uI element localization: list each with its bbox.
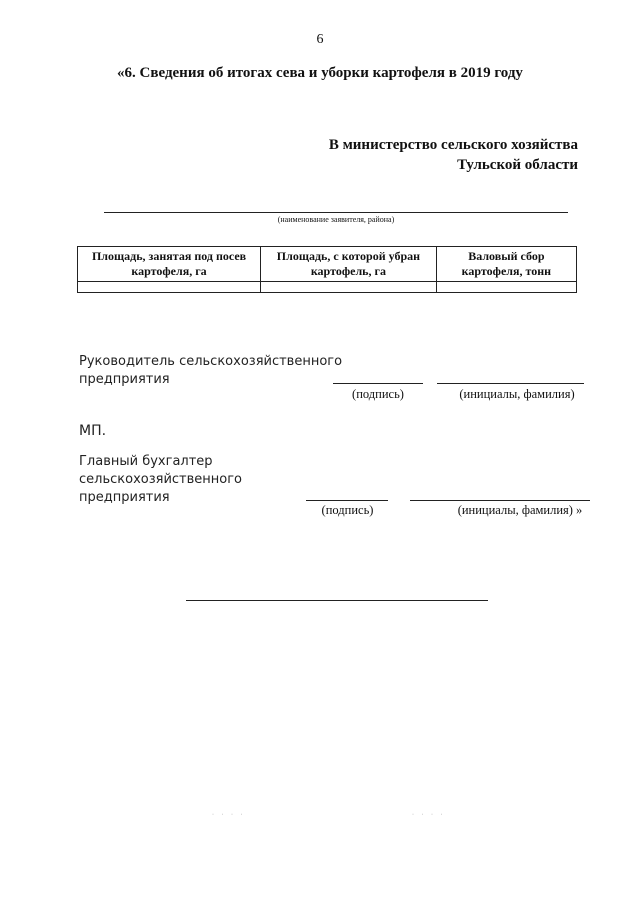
page-number: 6 — [316, 32, 324, 47]
table-header-row — [78, 247, 577, 282]
accountant-sign-caption: (подпись) — [321, 503, 374, 517]
head-sign-caption: (подпись) — [352, 387, 404, 401]
header-harvested-area: Площадь, с которой убран картофель, га — [261, 247, 437, 282]
accountant-name-line[interactable] — [410, 500, 590, 501]
addressee-line-1: В министерство сельского хозяйства — [328, 137, 578, 153]
header-sown-area: Площадь, занятая под посев картофеля, га — [78, 247, 261, 282]
accountant-signature-label — [79, 453, 242, 507]
table-cell[interactable] — [436, 282, 576, 293]
table-cell[interactable] — [261, 282, 437, 293]
head-label-line-1: Руководитель сельскохозяйственного — [79, 354, 343, 369]
applicant-name-line — [104, 212, 568, 213]
scan-artifact: · · · · — [212, 812, 246, 818]
head-name-caption: (инициалы, фамилия) — [459, 387, 575, 401]
closing-divider — [186, 600, 488, 601]
stamp-label: МП. — [79, 423, 107, 439]
addressee-block — [329, 135, 578, 175]
table-row — [78, 282, 577, 293]
accountant-name-caption: (инициалы, фамилия) » — [457, 503, 583, 517]
accountant-label-line-2: сельскохозяйственного — [79, 472, 243, 487]
header-gross-yield: Валовый сбор картофеля, тонн — [436, 247, 576, 282]
document-title: «6. Сведения об итогах сева и уборки картофеля в 2019 году — [117, 65, 523, 81]
accountant-label-line-3: предприятия — [79, 490, 170, 505]
head-signature-label — [79, 353, 342, 389]
table-cell[interactable] — [78, 282, 261, 293]
scan-artifact: · · · · — [412, 812, 446, 818]
potato-data-table — [77, 246, 577, 293]
addressee-line-2: Тульской области — [457, 157, 578, 173]
head-name-line[interactable] — [437, 383, 584, 384]
accountant-label-line-1: Главный бухгалтер — [79, 454, 213, 469]
head-label-line-2: предприятия — [79, 372, 170, 387]
head-sign-line[interactable] — [333, 383, 423, 384]
accountant-sign-line[interactable] — [306, 500, 388, 501]
applicant-caption: (наименование заявителя, района) — [277, 215, 395, 224]
